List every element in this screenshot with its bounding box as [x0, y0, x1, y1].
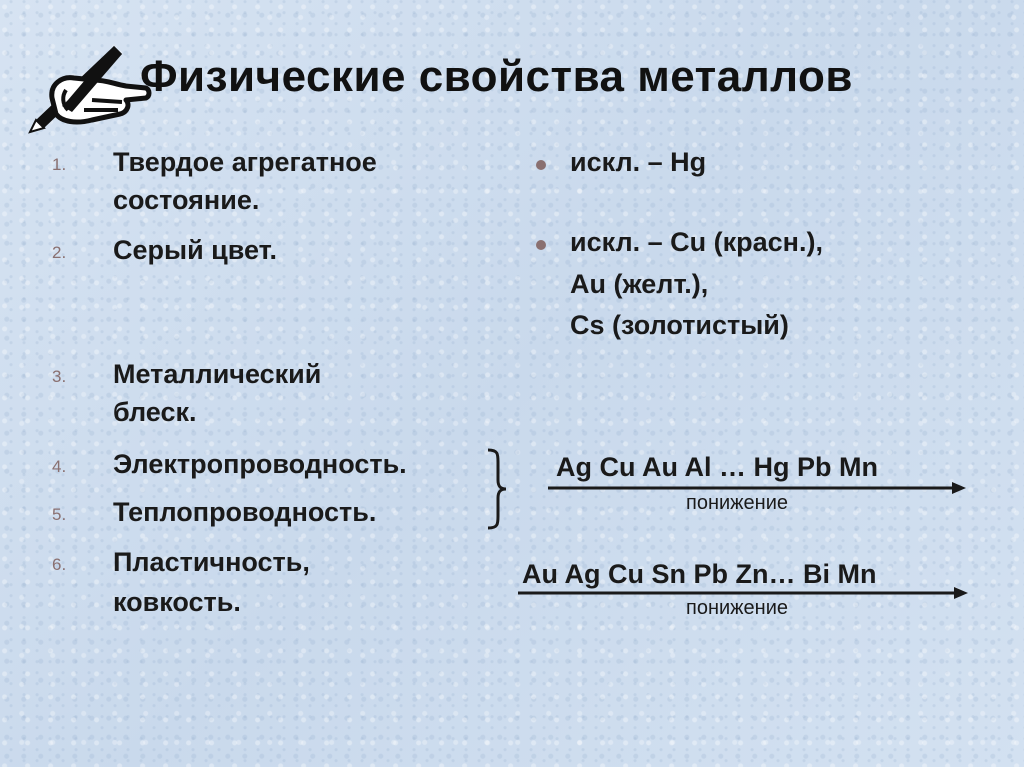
list-item-text: Электропроводность.	[113, 449, 407, 479]
list-number: 4.	[52, 457, 67, 476]
exception-text: искл. – Cu (красн.),	[570, 227, 823, 257]
list-item-text: ковкость.	[113, 587, 241, 617]
list-number: 5.	[52, 505, 67, 524]
conductivity-series: Ag Cu Au Al … Hg Pb Mn	[556, 452, 878, 482]
list-number: 6.	[52, 555, 67, 574]
list-item-text: Серый цвет.	[113, 235, 278, 265]
list-item-text: блеск.	[113, 397, 197, 427]
decrease-caption: понижение	[686, 597, 789, 619]
exception-text: искл. – Hg	[570, 147, 707, 177]
list-item-text: Металлический	[113, 359, 322, 389]
decrease-caption: понижение	[686, 492, 789, 514]
list-number: 2.	[52, 243, 67, 262]
list-number: 3.	[52, 367, 67, 386]
list-item-text: состояние.	[113, 185, 260, 215]
list-item-text: Твердое агрегатное	[113, 147, 377, 177]
hand-writing-with-pen-icon	[22, 40, 152, 140]
exception-text: Cs (золотистый)	[570, 310, 789, 340]
slide-title: Физические свойства металлов	[140, 52, 853, 101]
list-item-text: Пластичность,	[113, 547, 310, 577]
bullet-dot	[536, 160, 546, 170]
right-curly-brace-icon	[484, 448, 510, 530]
plasticity-series: Au Ag Cu Sn Pb Zn… Bi Mn	[522, 559, 877, 589]
exception-text: Au (желт.),	[570, 269, 709, 299]
list-item-text: Теплопроводность.	[113, 497, 377, 527]
bullet-dot	[536, 240, 546, 250]
list-number: 1.	[52, 155, 67, 174]
